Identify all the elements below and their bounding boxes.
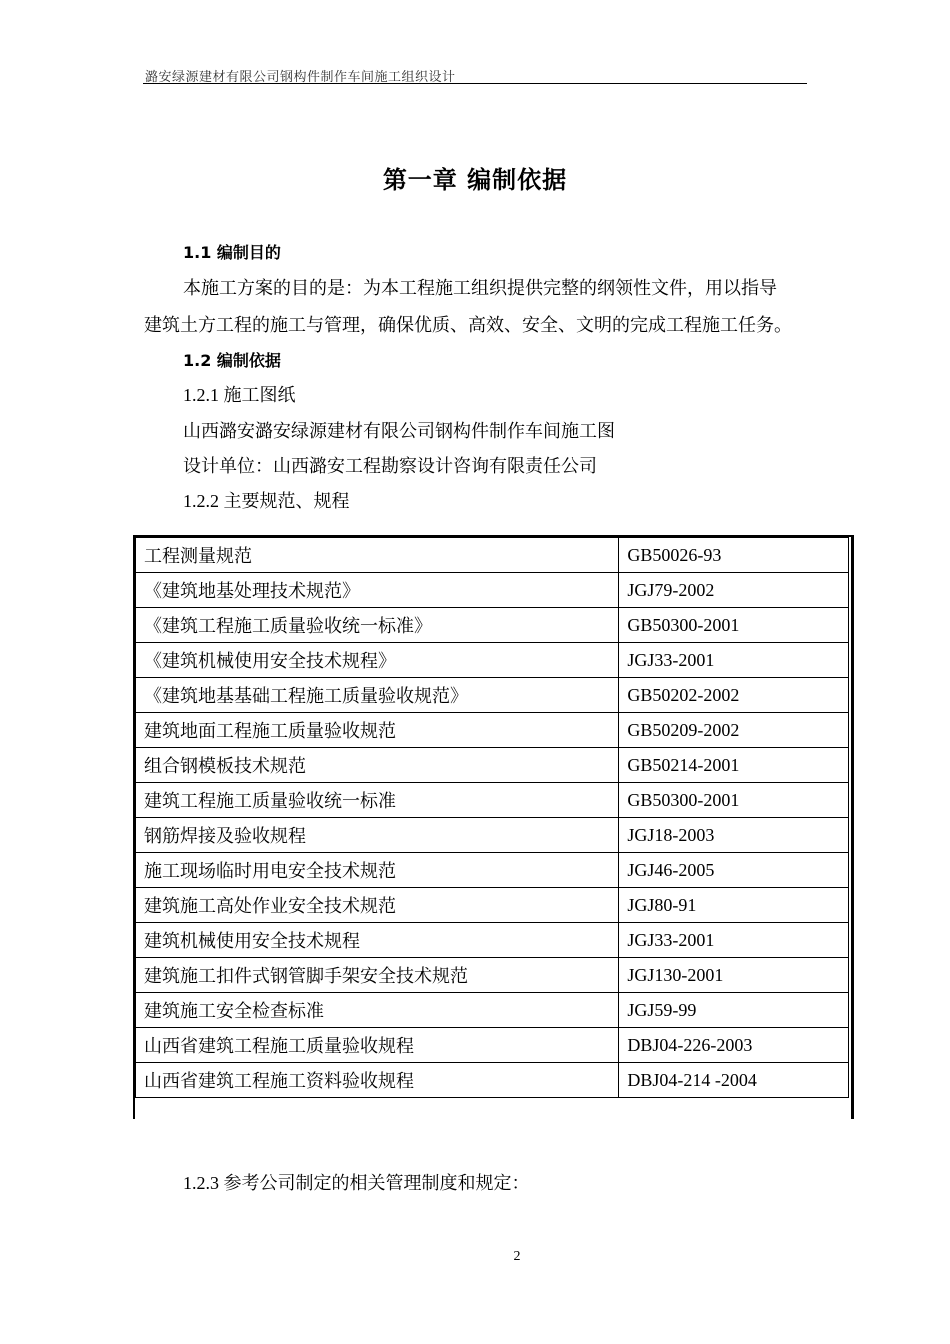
standard-code-cell: DBJ04-226-2003	[619, 1028, 849, 1063]
standards-table	[135, 537, 849, 1098]
page-header-title: 潞安绿源建材有限公司钢构件制作车间施工组织设计	[145, 69, 456, 84]
standard-code-cell: GB50214-2001	[619, 748, 849, 783]
standard-code-cell: JGJ33-2001	[619, 923, 849, 958]
standard-name-cell: 建筑机械使用安全技术规程	[136, 923, 619, 958]
standard-code-cell: GB50202-2002	[619, 678, 849, 713]
table-row	[136, 748, 849, 783]
drawings-line: 山西潞安潞安绿源建材有限公司钢构件制作车间施工图	[183, 421, 615, 441]
table-row	[136, 608, 849, 643]
standard-code-cell: JGJ79-2002	[619, 573, 849, 608]
design-unit-line: 设计单位：山西潞安工程勘察设计咨询有限责任公司	[183, 456, 597, 476]
standard-code-cell: JGJ59-99	[619, 993, 849, 1028]
subsection-1-2-1: 1.2.1 施工图纸	[183, 385, 296, 405]
standard-name-cell: 建筑施工扣件式钢管脚手架安全技术规范	[136, 958, 619, 993]
standard-name-cell: 施工现场临时用电安全技术规范	[136, 853, 619, 888]
standard-name-cell: 《建筑机械使用安全技术规程》	[136, 643, 619, 678]
table-row	[136, 783, 849, 818]
standard-name-cell: 建筑地面工程施工质量验收规范	[136, 713, 619, 748]
table-row	[136, 538, 849, 573]
subsection-1-2-2: 1.2.2 主要规范、规程	[183, 491, 350, 511]
table-row	[136, 958, 849, 993]
table-row	[136, 678, 849, 713]
standard-name-cell: 钢筋焊接及验收规程	[136, 818, 619, 853]
table-row	[136, 1028, 849, 1063]
standard-code-cell: GB50300-2001	[619, 783, 849, 818]
chapter-title: 第一章 编制依据	[382, 166, 568, 194]
standard-name-cell: 建筑施工高处作业安全技术规范	[136, 888, 619, 923]
standard-name-cell: 《建筑工程施工质量验收统一标准》	[136, 608, 619, 643]
standard-name-cell: 山西省建筑工程施工质量验收规程	[136, 1028, 619, 1063]
table-row	[136, 853, 849, 888]
standard-name-cell: 《建筑地基基础工程施工质量验收规范》	[136, 678, 619, 713]
table-row	[136, 1063, 849, 1098]
table-row	[136, 923, 849, 958]
standard-code-cell: JGJ80-91	[619, 888, 849, 923]
standard-name-cell: 组合钢模板技术规范	[136, 748, 619, 783]
standard-code-cell: GB50026-93	[619, 538, 849, 573]
standard-name-cell: 建筑工程施工质量验收统一标准	[136, 783, 619, 818]
standard-code-cell: JGJ33-2001	[619, 643, 849, 678]
purpose-paragraph-line-2: 建筑土方工程的施工与管理，确保优质、高效、安全、文明的完成工程施工任务。	[144, 315, 792, 335]
standard-code-cell: JGJ130-2001	[619, 958, 849, 993]
table-row	[136, 573, 849, 608]
standard-code-cell: GB50300-2001	[619, 608, 849, 643]
table-row	[136, 993, 849, 1028]
standard-code-cell: GB50209-2002	[619, 713, 849, 748]
table-row	[136, 818, 849, 853]
header-divider	[143, 83, 807, 84]
page-number: 2	[513, 1249, 521, 1264]
purpose-paragraph-line-1: 本施工方案的目的是：为本工程施工组织提供完整的纲领性文件，用以指导	[183, 278, 777, 298]
standard-code-cell: JGJ46-2005	[619, 853, 849, 888]
standard-name-cell: 山西省建筑工程施工资料验收规程	[136, 1063, 619, 1098]
standard-name-cell: 《建筑地基处理技术规范》	[136, 573, 619, 608]
standard-code-cell: DBJ04-214 -2004	[619, 1063, 849, 1098]
section-1-2-heading: 1.2 编制依据	[183, 351, 281, 370]
subsection-1-2-3: 1.2.3 参考公司制定的相关管理制度和规定：	[183, 1173, 530, 1193]
standard-name-cell: 建筑施工安全检查标准	[136, 993, 619, 1028]
table-row	[136, 713, 849, 748]
standard-name-cell: 工程测量规范	[136, 538, 619, 573]
table-row	[136, 643, 849, 678]
standard-code-cell: JGJ18-2003	[619, 818, 849, 853]
section-1-1-heading: 1.1 编制目的	[183, 243, 281, 262]
table-row	[136, 888, 849, 923]
